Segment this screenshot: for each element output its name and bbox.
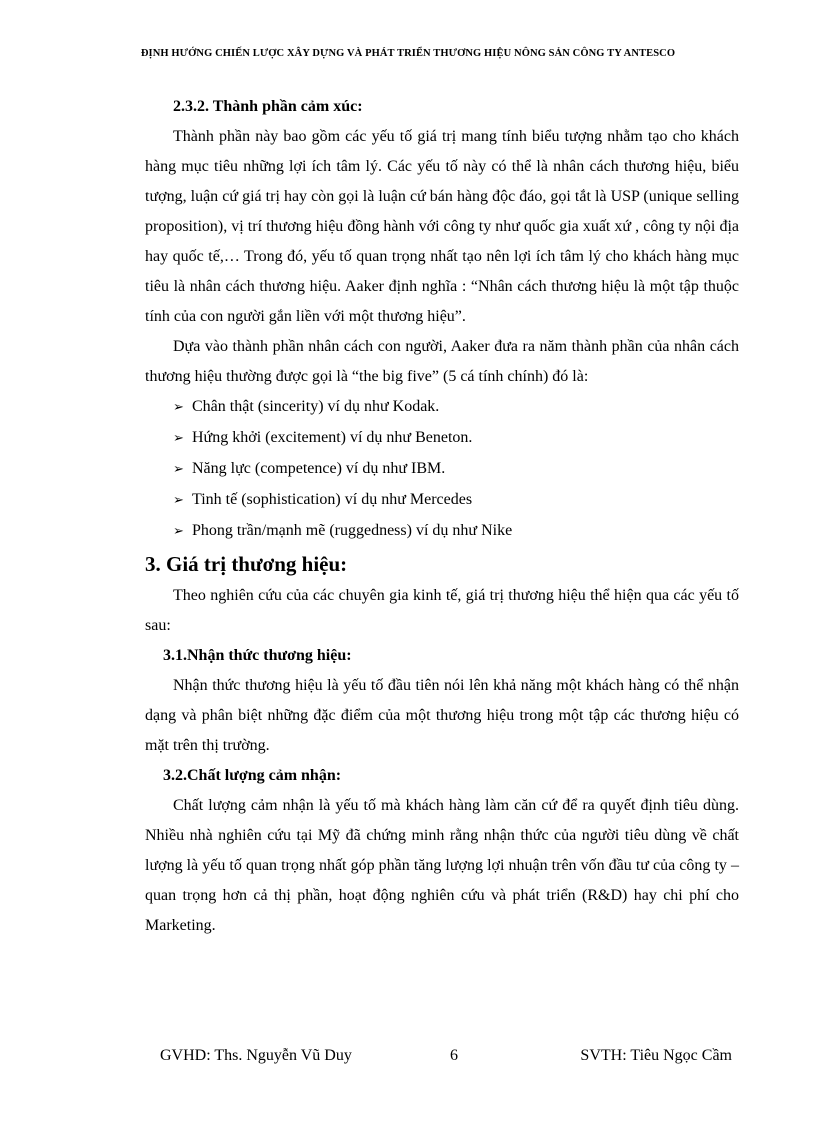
- page-body: [145, 92, 739, 941]
- paragraph-brand-equity-intro: Theo nghiên cứu của các chuyên gia kinh tế, giá trị thương hiệu thể hiện qua các yếu tố sau:: [145, 587, 739, 634]
- list-item: ➢ Năng lực (competence) ví dụ như IBM.: [173, 454, 739, 485]
- paragraph-brand-awareness: Nhận thức thương hiệu là yếu tố đầu tiên nói lên khả năng một khách hàng có thể nhận dạng và phân biệt những đặc điểm của một thương hiệu trong một tập các thương hiệu có mặt trên thị trường.: [145, 677, 739, 754]
- arrowhead-bullet-icon: ➢: [173, 400, 184, 415]
- list-item: ➢ Tinh tế (sophistication) ví dụ như Mercedes: [173, 485, 739, 516]
- list-item: ➢ Phong trần/mạnh mẽ (ruggedness) ví dụ như Nike: [173, 516, 739, 547]
- list-item: ➢ Chân thật (sincerity) ví dụ như Kodak.: [173, 392, 739, 423]
- arrowhead-bullet-icon: ➢: [173, 431, 184, 446]
- section-heading-2-3-2: 2.3.2. Thành phần cảm xúc:: [173, 98, 363, 115]
- paragraph-perceived-quality: Chất lượng cảm nhận là yếu tố mà khách hàng làm căn cứ để ra quyết định tiêu dùng. Nhiều nhà nghiên cứu tại Mỹ đã chứng minh rằng nhận thức của người tiêu dùng về chất lượng là yếu tố quan trọng nhất góp phần tăng lượng lợi nhuận trên vốn đầu tư của công ty – quan trọng hơn cả thị phần, hoạt động nghiên cứu và phát triển (R&D) hay chi phí cho Marketing.: [145, 797, 739, 934]
- paragraph-emotional-component: Thành phần này bao gồm các yếu tố giá trị mang tính biểu tượng nhằm tạo cho khách hàng mục tiêu những lợi ích tâm lý. Các yếu tố này có thể là nhân cách thương hiệu, biểu tượng, luận cứ giá trị hay còn gọi là luận cứ bán hàng độc đáo, gọi tắt là USP (unique selling proposition), vị trí thương hiệu đồng hành với công ty như quốc gia xuất xứ , công ty nội địa hay quốc tế,… Trong đó, yếu tố quan trọng nhất tạo nên lợi ích tâm lý cho khách hàng mục tiêu là nhân cách thương hiệu. Aaker định nghĩa : “Nhân cách thương hiệu là một tập thuộc tính của con người gắn liền với một thương hiệu”.: [145, 128, 739, 325]
- footer-student: SVTH: Tiêu Ngọc Cầm: [580, 1047, 732, 1064]
- section-heading-3: 3. Giá trị thương hiệu:: [145, 552, 348, 576]
- list-item: ➢ Hứng khởi (excitement) ví dụ như Beneton.: [173, 423, 739, 454]
- arrowhead-bullet-icon: ➢: [173, 493, 184, 508]
- arrowhead-bullet-icon: ➢: [173, 524, 184, 539]
- arrowhead-bullet-icon: ➢: [173, 462, 184, 477]
- footer-supervisor: GVHD: Ths. Nguyễn Vũ Duy: [160, 1047, 352, 1064]
- section-heading-3-2: 3.2.Chất lượng cảm nhận:: [163, 767, 342, 784]
- paragraph-big-five-intro: Dựa vào thành phần nhân cách con người, Aaker đưa ra năm thành phần của nhân cách thương hiệu thường được gọi là “the big five” (5 cá tính chính) đó là:: [145, 338, 739, 385]
- page-footer: [160, 1047, 732, 1069]
- running-header: ĐỊNH HƯỚNG CHIẾN LƯỢC XÂY DỰNG VÀ PHÁT TRIỂN THƯƠNG HIỆU NÔNG SẢN CÔNG TY ANTESCO: [140, 48, 676, 59]
- section-heading-3-1: 3.1.Nhận thức thương hiệu:: [163, 647, 352, 664]
- page-number: 6: [450, 1047, 458, 1064]
- big-five-list: [145, 392, 739, 547]
